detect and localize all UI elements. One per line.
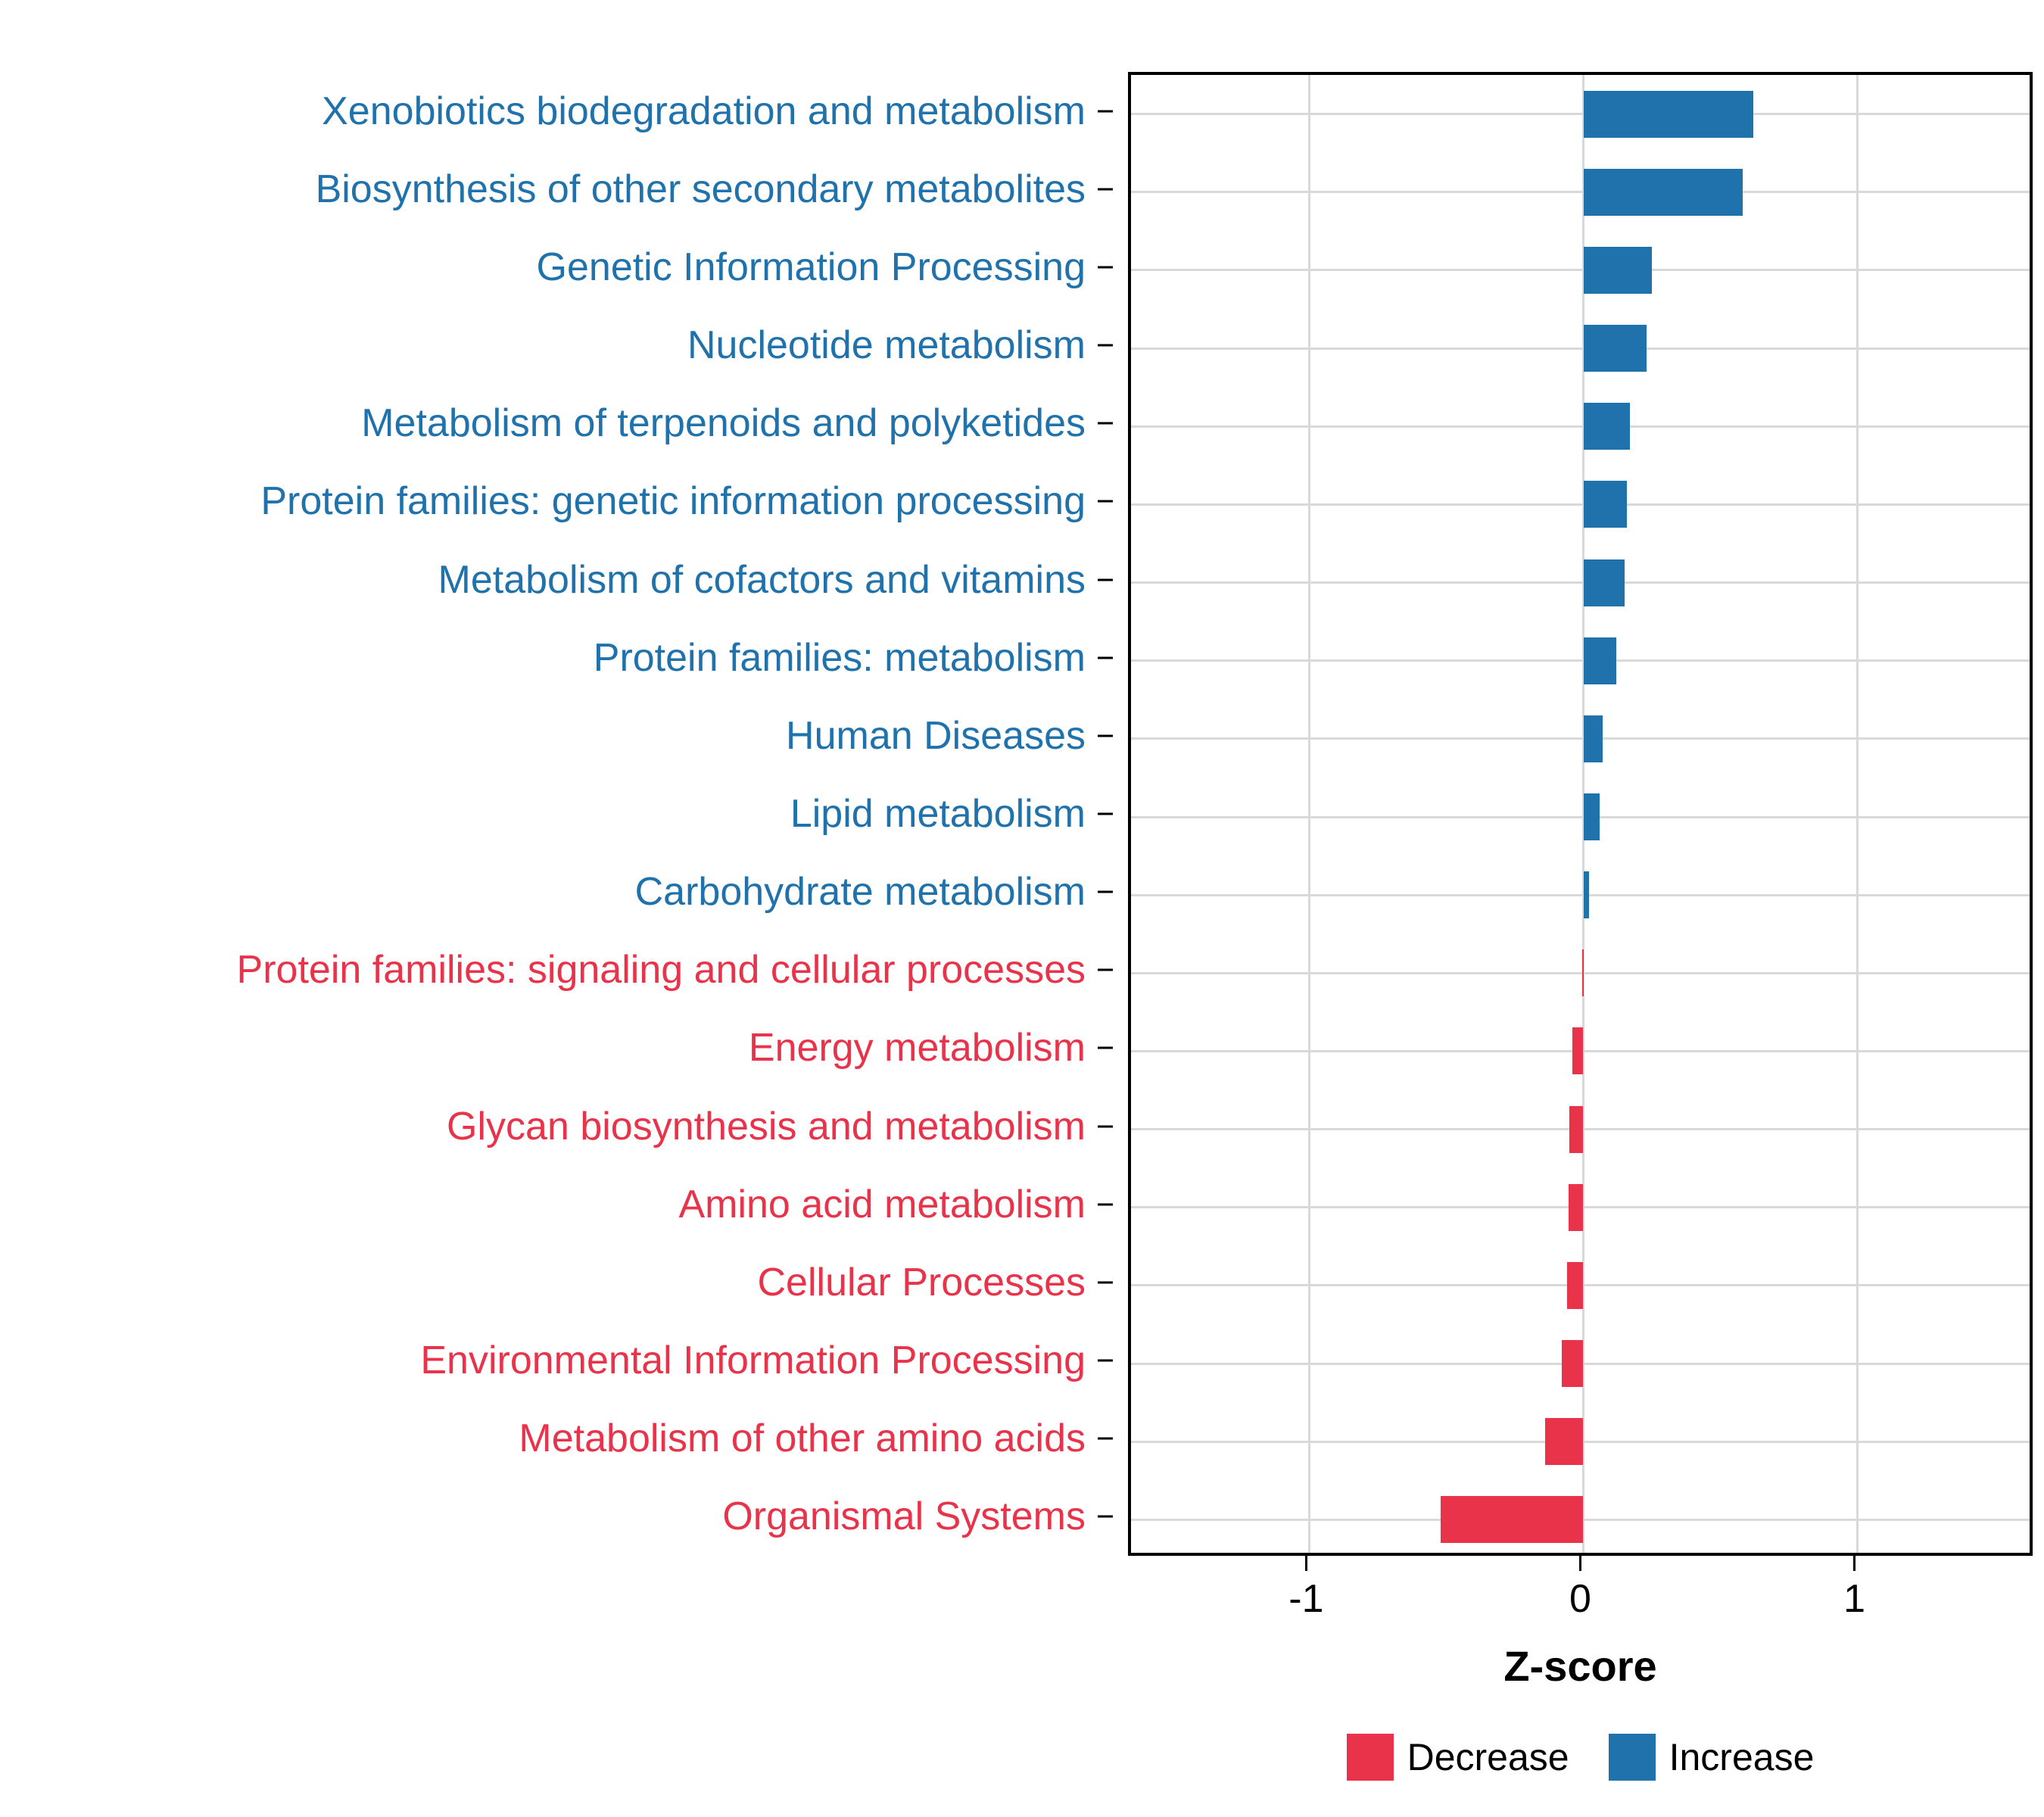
x-axis-tick-label: 1	[1843, 1577, 1866, 1621]
legend-label: Decrease	[1407, 1736, 1569, 1778]
bar	[1584, 403, 1631, 450]
x-axis-tick	[1305, 1556, 1307, 1571]
bar	[1584, 169, 1743, 216]
category-tick	[1098, 1360, 1113, 1362]
category-tick	[1098, 422, 1113, 425]
category-tick	[1098, 1281, 1113, 1283]
category-label: Protein families: genetic information processing	[260, 479, 1086, 524]
bar	[1569, 1184, 1584, 1231]
bar	[1572, 1027, 1583, 1074]
x-axis-tick	[1579, 1556, 1581, 1571]
category-tick	[1098, 1125, 1113, 1127]
category-tick	[1098, 1047, 1113, 1049]
category-label: Organismal Systems	[722, 1494, 1086, 1539]
legend-item	[1347, 1734, 1569, 1781]
category-tick	[1098, 969, 1113, 971]
bar	[1584, 559, 1625, 606]
category-tick	[1098, 813, 1113, 815]
category-label: Xenobiotics biodegradation and metabolism	[322, 89, 1086, 133]
bar	[1584, 481, 1628, 528]
bar	[1584, 637, 1616, 684]
category-axis	[0, 72, 1113, 1556]
category-tick	[1098, 578, 1113, 581]
bar	[1584, 91, 1754, 138]
category-tick	[1098, 500, 1113, 503]
category-label: Human Diseases	[786, 713, 1086, 758]
x-axis-tick-label: -1	[1288, 1577, 1324, 1621]
category-tick	[1098, 344, 1113, 347]
category-label: Genetic Information Processing	[536, 245, 1086, 289]
bar	[1584, 715, 1603, 762]
category-label: Metabolism of other amino acids	[519, 1417, 1086, 1461]
bar	[1567, 1262, 1584, 1309]
category-label: Biosynthesis of other secondary metabolites	[315, 167, 1086, 211]
category-label: Protein families: signaling and cellular processes	[236, 948, 1086, 993]
bar	[1584, 247, 1653, 294]
category-label: Cellular Processes	[757, 1260, 1086, 1304]
category-tick	[1098, 1203, 1113, 1205]
bar	[1441, 1496, 1583, 1543]
category-tick	[1098, 656, 1113, 659]
category-tick	[1098, 188, 1113, 190]
legend	[1128, 1734, 2033, 1781]
legend-swatch	[1347, 1734, 1394, 1781]
bar	[1562, 1340, 1584, 1387]
category-tick	[1098, 1438, 1113, 1440]
category-tick	[1098, 1516, 1113, 1518]
category-label: Amino acid metabolism	[678, 1182, 1086, 1226]
bar	[1584, 793, 1600, 840]
legend-item	[1609, 1734, 1815, 1781]
bar	[1545, 1418, 1584, 1465]
category-label: Protein families: metabolism	[593, 635, 1086, 680]
bar	[1582, 949, 1584, 996]
x-axis-title: Z-score	[1503, 1642, 1657, 1690]
category-tick	[1098, 110, 1113, 112]
category-tick	[1098, 891, 1113, 893]
legend-swatch	[1609, 1734, 1656, 1781]
category-label: Metabolism of terpenoids and polyketides	[361, 401, 1086, 446]
bar	[1584, 325, 1647, 372]
legend-label: Increase	[1669, 1736, 1815, 1778]
category-label: Lipid metabolism	[790, 792, 1086, 836]
bar	[1569, 1106, 1583, 1153]
category-label: Metabolism of cofactors and vitamins	[438, 557, 1086, 602]
x-axis-tick-label: 0	[1569, 1577, 1591, 1621]
plot-panel	[1128, 72, 2033, 1556]
category-label: Glycan biosynthesis and metabolism	[447, 1104, 1086, 1148]
category-tick	[1098, 734, 1113, 737]
category-label: Energy metabolism	[748, 1026, 1086, 1071]
category-label: Nucleotide metabolism	[687, 323, 1086, 368]
category-label: Carbohydrate metabolism	[634, 870, 1086, 915]
bars-layer	[1131, 75, 2030, 1553]
category-tick	[1098, 266, 1113, 268]
x-axis-tick	[1853, 1556, 1855, 1571]
category-label: Environmental Information Processing	[420, 1339, 1086, 1383]
bar	[1584, 871, 1589, 918]
